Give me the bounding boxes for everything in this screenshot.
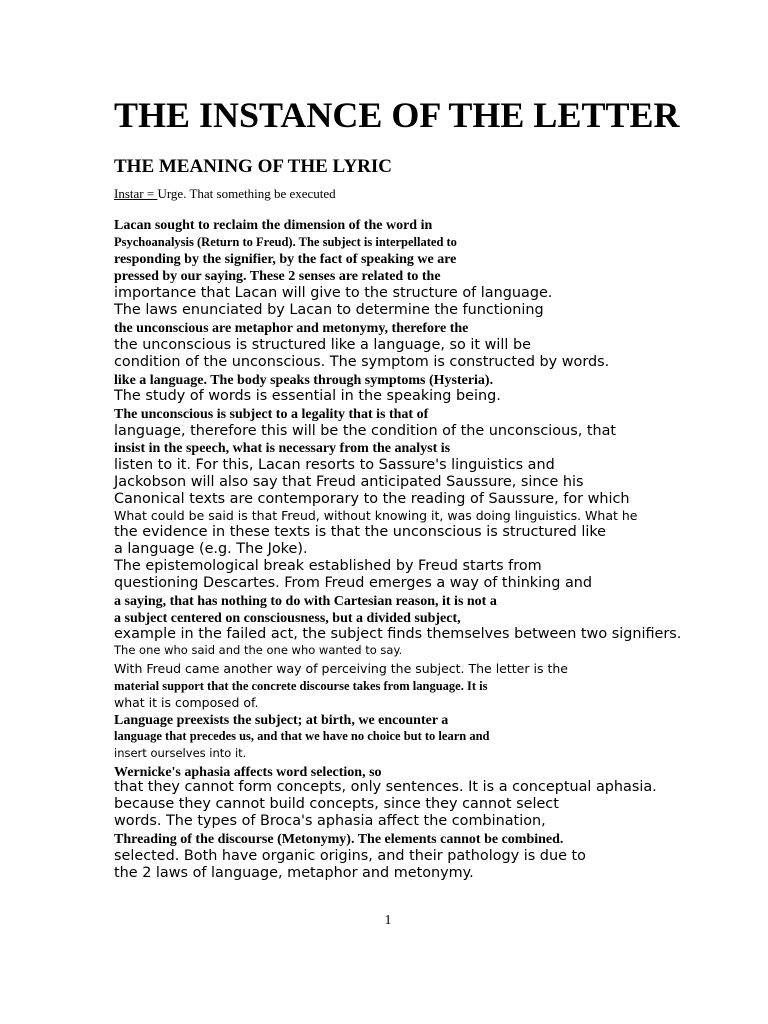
- body-line: material support that the concrete discourse takes from language. It is: [114, 679, 488, 693]
- page-number: 1: [384, 913, 392, 928]
- body-line: example in the failed act, the subject finds themselves between two signifiers.: [114, 626, 682, 642]
- body-line: the unconscious is structured like a language, so it will be: [114, 337, 531, 353]
- instar-term: Instar =: [114, 186, 158, 201]
- body-line: The laws enunciated by Lacan to determine the functioning: [114, 302, 544, 318]
- instar-definition-line: [114, 185, 336, 202]
- body-line: The epistemological break established by Freud starts from: [114, 558, 542, 574]
- body-line: the unconscious are metaphor and metonymy, therefore the: [114, 321, 469, 336]
- body-line: importance that Lacan will give to the structure of language.: [114, 285, 553, 301]
- body-line: that they cannot form concepts, only sentences. It is a conceptual aphasia.: [114, 779, 657, 795]
- instar-definition: Urge. That something be executed: [157, 186, 336, 201]
- body-line: Canonical texts are contemporary to the reading of Saussure, for which: [114, 491, 630, 507]
- body-line: insert ourselves into it.: [114, 746, 247, 760]
- body-line: The one who said and the one who wanted to say.: [114, 643, 403, 657]
- body-line: Language preexists the subject; at birth, we encounter a: [114, 713, 449, 728]
- document-title: THE INSTANCE OF THE LETTER: [114, 95, 680, 135]
- body-line: questioning Descartes. From Freud emerges a way of thinking and: [114, 575, 593, 591]
- body-line: like a language. The body speaks through symptoms (Hysteria).: [114, 373, 494, 388]
- body-line: language, therefore this will be the condition of the unconscious, that: [114, 423, 617, 439]
- body-line: a subject centered on consciousness, but a divided subject,: [114, 611, 461, 626]
- body-line: a language (e.g. The Joke).: [114, 541, 308, 557]
- body-line: the evidence in these texts is that the unconscious is structured like: [114, 524, 607, 540]
- body-line: Psychoanalysis (Return to Freud). The subject is interpellated to: [114, 235, 457, 249]
- body-line: insist in the speech, what is necessary from the analyst is: [114, 441, 451, 456]
- body-line: pressed by our saying. These 2 senses are related to the: [114, 269, 441, 284]
- body-line: What could be said is that Freud, without knowing it, was doing linguistics. What he: [114, 508, 638, 523]
- body-line: Wernicke's aphasia affects word selection, so: [114, 765, 382, 780]
- body-line: The study of words is essential in the speaking being.: [114, 388, 501, 404]
- body-line: language that precedes us, and that we have no choice but to learn and: [114, 729, 490, 743]
- body-line: a saying, that has nothing to do with Cartesian reason, it is not a: [114, 594, 497, 609]
- document-subtitle: THE MEANING OF THE LYRIC: [114, 156, 393, 177]
- body-line: what it is composed of.: [114, 695, 259, 710]
- body-line: listen to it. For this, Lacan resorts to Sassure's linguistics and: [114, 457, 555, 473]
- body-line: the 2 laws of language, metaphor and metonymy.: [114, 865, 474, 881]
- body-line: Jackobson will also say that Freud anticipated Saussure, since his: [114, 474, 584, 490]
- body-line: selected. Both have organic origins, and their pathology is due to: [114, 848, 586, 864]
- body-line: Lacan sought to reclaim the dimension of the word in: [114, 218, 433, 233]
- body-line: words. The types of Broca's aphasia affect the combination,: [114, 813, 546, 829]
- body-line: Threading of the discourse (Metonymy). The elements cannot be combined.: [114, 832, 564, 847]
- body-line: The unconscious is subject to a legality that is that of: [114, 407, 429, 422]
- body-line: responding by the signifier, by the fact of speaking we are: [114, 252, 457, 267]
- body-line: With Freud came another way of perceiving the subject. The letter is the: [114, 661, 568, 676]
- body-line: condition of the unconscious. The symptom is constructed by words.: [114, 354, 610, 370]
- body-line: because they cannot build concepts, since they cannot select: [114, 796, 559, 812]
